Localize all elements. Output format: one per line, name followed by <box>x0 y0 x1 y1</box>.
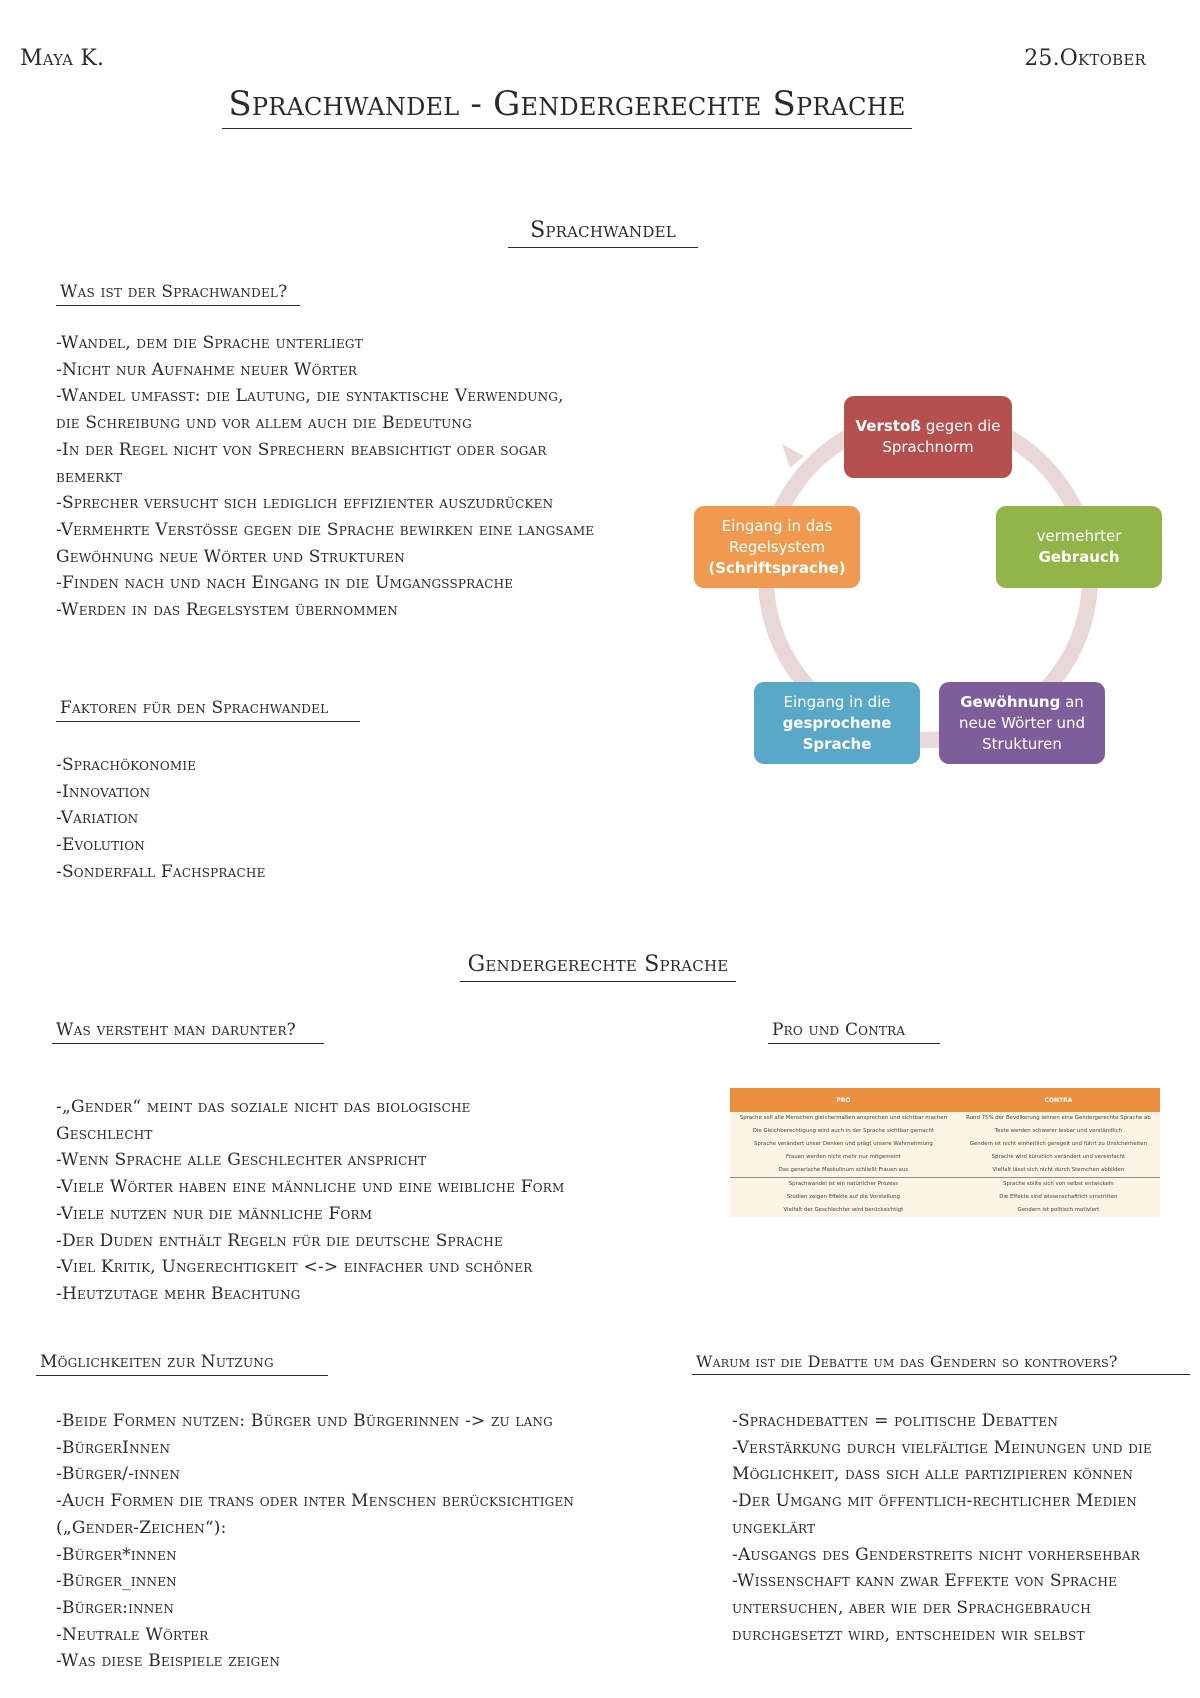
list-item: („Gender-Zeichen“): <box>56 1517 227 1538</box>
list-item: -Auch Formen die trans oder inter Menschen berücksichtigen <box>56 1491 575 1512</box>
contra-cell: Die Effekte sind wissenschaftlich umstritten <box>999 1194 1118 1200</box>
pro-cell: Das generische Maskulinum schließt Frauen aus <box>778 1167 909 1173</box>
heading-what-is: Was ist der Sprachwandel? <box>56 282 300 306</box>
list-item: -Sprachökonomie <box>56 755 197 775</box>
list-item: Geschlecht <box>56 1123 153 1144</box>
list-what-is <box>56 330 656 624</box>
cycle-node-gesprochene-sprache: Eingang in die gesprochene Sprache <box>754 682 920 764</box>
list-item: -Beide Formen nutzen: Bürger und Bürgerinnen -> zu lang <box>56 1411 553 1431</box>
contra-cell: Texte werden schwerer lesbar und verständlich <box>994 1128 1123 1134</box>
list-item: Gewöhnung neue Wörter und Strukturen <box>56 546 405 567</box>
cycle-node-gebrauch: vermehrter Gebrauch <box>996 506 1162 588</box>
list-item: -Heutzutage mehr Beachtung <box>56 1283 301 1304</box>
list-item: -Wandel, dem die Sprache unterliegt <box>56 333 363 353</box>
list-item: -Der Duden enthält Regeln für die deutsche Sprache <box>56 1230 503 1251</box>
list-item: ungeklärt <box>732 1517 816 1538</box>
section-title-sprachwandel: Sprachwandel <box>508 218 698 248</box>
table-row <box>730 1178 1160 1192</box>
list-item: -Viele Wörter haben eine männliche und eine weibliche Form <box>56 1177 565 1198</box>
list-item: -Bürger:innen <box>56 1597 175 1618</box>
cycle-node-regelsystem: Eingang in das Regelsystem (Schriftsprache) <box>694 506 860 588</box>
pro-cell: Sprache soll alle Menschen gleichermaßen ansprechen und sichtbar machen <box>739 1115 947 1121</box>
list-item: untersuchen, aber wie der Sprachgebrauch <box>732 1597 1091 1618</box>
list-item: -Sprecher versucht sich lediglich effizienter auszudrücken <box>56 493 554 514</box>
list-item: -Neutrale Wörter <box>56 1624 209 1645</box>
table-row <box>730 1191 1160 1204</box>
cycle-arrow-head <box>782 444 804 468</box>
heading-meaning: Was versteht man darunter? <box>52 1020 324 1044</box>
contra-cell: Sprache sollte sich von selbst entwickeln <box>957 1178 1160 1192</box>
list-debate <box>732 1408 1192 1648</box>
list-item: Möglichkeit, dass sich alle partizipieren können <box>732 1464 1134 1485</box>
list-item: -Wissenschaft kann zwar Effekte von Sprache <box>732 1571 1118 1592</box>
list-item: -Verstärkung durch vielfältige Meinungen und die <box>732 1437 1153 1458</box>
list-item: -Evolution <box>56 835 145 856</box>
list-item: -In der Regel nicht von Sprechern beabsichtigt oder sogar <box>56 439 547 460</box>
pro-contra-table <box>730 1088 1160 1217</box>
pro-cell: Vielfalt der Geschlechter wird berücksichtigt <box>783 1207 904 1213</box>
pro-cell: Sprachwandel ist ein natürlicher Prozess <box>730 1178 957 1192</box>
list-item: -Der Umgang mit öffentlich-rechtlicher Medien <box>732 1491 1138 1512</box>
list-factors <box>56 752 456 886</box>
list-item: -Werden in das Regelsystem übernommen <box>56 600 398 621</box>
pro-column-header: PRO <box>730 1088 957 1112</box>
list-item: -Variation <box>56 808 139 829</box>
list-item: -Wandel umfasst: die Lautung, die syntaktische Verwendung, <box>56 386 564 407</box>
contra-cell: Gendern ist politisch motiviert <box>1017 1207 1100 1213</box>
heading-debate: Warum ist die Debatte um das Gendern so kontrovers? <box>692 1352 1190 1375</box>
list-item: -Finden nach und nach Eingang in die Umgangssprache <box>56 573 514 594</box>
list-item: -Ausgangs des Genderstreits nicht vorhersehbar <box>732 1544 1141 1565</box>
list-meaning <box>56 1094 656 1308</box>
contra-cell: Vielfalt lässt sich nicht durch Sternchen abbilden <box>992 1167 1125 1173</box>
pro-cell: Frauen werden nicht mehr nur mitgemeint <box>785 1154 901 1160</box>
cycle-node-verstoss: Verstoß gegen die Sprachnorm <box>844 396 1012 478</box>
table-row <box>730 1125 1160 1138</box>
list-item: -Viele nutzen nur die männliche Form <box>56 1203 373 1224</box>
list-item: -Bürger/-innen <box>56 1464 181 1485</box>
heading-usage: Möglichkeiten zur Nutzung <box>36 1352 328 1376</box>
table-row <box>730 1204 1160 1217</box>
list-item: durchgesetzt wird, entscheiden wir selbst <box>732 1624 1085 1645</box>
sprachwandel-cycle-diagram <box>690 390 1170 770</box>
pro-cell: Studien zeigen Effekte auf die Vorstellung <box>786 1194 900 1200</box>
heading-factors: Faktoren für den Sprachwandel <box>56 698 360 722</box>
heading-pro-contra: Pro und Contra <box>768 1020 940 1044</box>
list-item: -BürgerInnen <box>56 1437 171 1458</box>
pro-cell: Sprache verändert unser Denken und prägt unsere Wahrnehmung <box>753 1141 933 1147</box>
list-item: -Bürger*innen <box>56 1544 177 1565</box>
list-item: -Bürger_innen <box>56 1571 177 1592</box>
list-item: -Innovation <box>56 781 151 802</box>
cycle-node-gewoehnung: Gewöhnung an neue Wörter und Strukturen <box>939 682 1105 764</box>
table-row <box>730 1164 1160 1178</box>
page-title: Sprachwandel - Gendergerechte Sprache <box>222 84 912 129</box>
contra-cell: Rund 75% der Bevölkerung lehnen eine Gendergerechte Sprache ab <box>966 1115 1151 1121</box>
list-item: -Nicht nur Aufnahme neuer Wörter <box>56 359 358 380</box>
list-item: bemerkt <box>56 466 123 487</box>
table-row <box>730 1151 1160 1164</box>
list-item: -Sonderfall Fachsprache <box>56 861 266 882</box>
contra-column-header: CONTRA <box>957 1088 1160 1112</box>
contra-cell: Gendern ist nicht einheitlich geregelt und führt zu Unsicherheiten <box>969 1141 1148 1147</box>
list-item: -Wenn Sprache alle Geschlechter anspricht <box>56 1150 427 1171</box>
list-item: -Vermehrte Verstösse gegen die Sprache bewirken eine langsame <box>56 519 595 540</box>
list-usage <box>56 1408 656 1675</box>
author-name: Maya K. <box>20 46 105 71</box>
list-item: die Schreibung und vor allem auch die Bedeutung <box>56 413 472 434</box>
table-row <box>730 1138 1160 1151</box>
list-item: -Sprachdebatten = politische Debatten <box>732 1411 1059 1431</box>
list-item: -„Gender“ meint das soziale nicht das biologische <box>56 1097 471 1117</box>
list-item: -Was diese Beispiele zeigen <box>56 1651 281 1672</box>
document-date: 25.Oktober <box>1024 46 1146 71</box>
section-title-gendergerechte-sprache: Gendergerechte Sprache <box>460 952 736 982</box>
table-row <box>730 1112 1160 1125</box>
contra-cell: Sprache wird künstlich verändert und vereinfacht <box>991 1154 1126 1160</box>
list-item: -Viel Kritik, Ungerechtigkeit <-> einfacher und schöner <box>56 1257 533 1278</box>
pro-cell: Die Gleichberechtigung wird auch in der Sprache sichtbar gemacht <box>752 1128 935 1134</box>
